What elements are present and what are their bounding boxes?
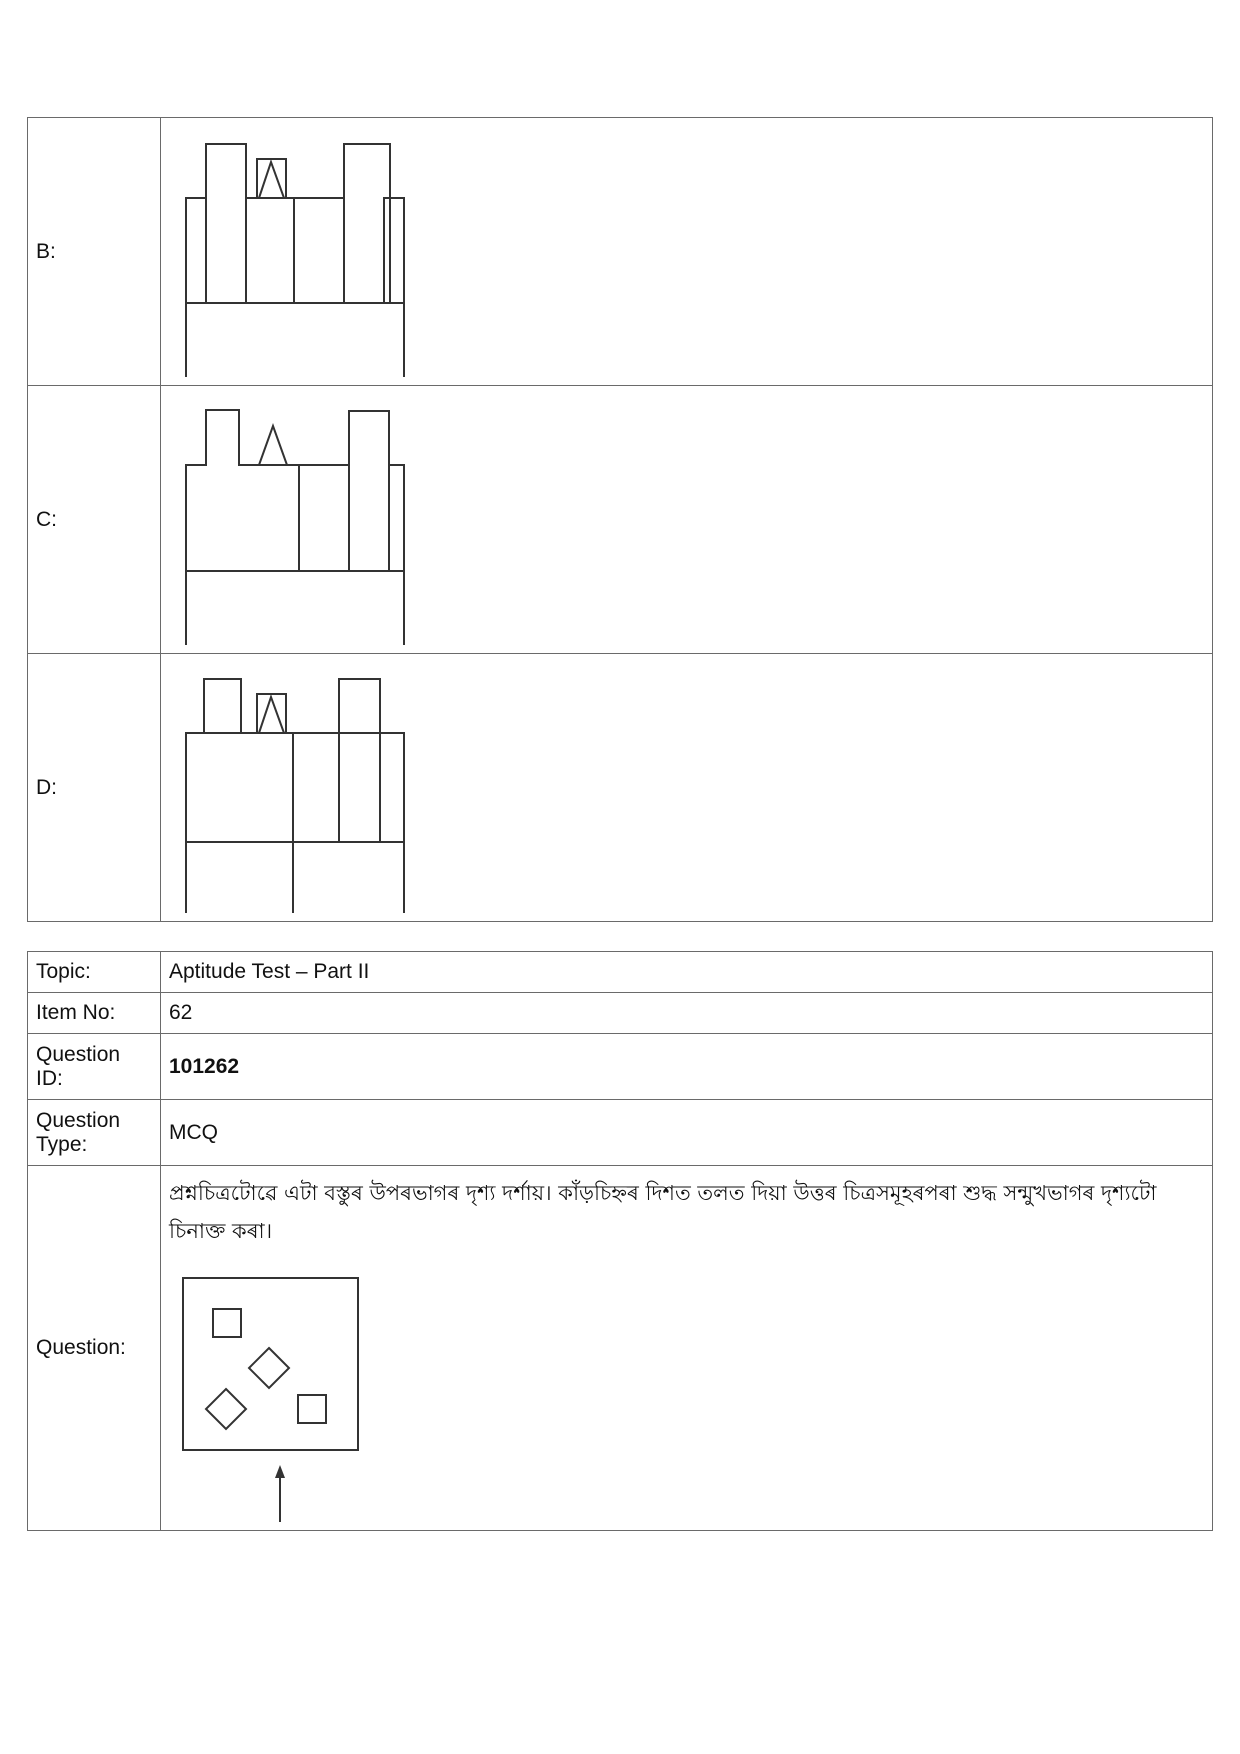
middle-left-block — [186, 733, 293, 842]
question-type-value: MCQ — [161, 1100, 1213, 1166]
triangle-mark — [259, 162, 284, 198]
question-id-row — [28, 1034, 1213, 1100]
right-tower — [349, 411, 389, 571]
top-view-outline — [183, 1278, 358, 1450]
top-left-square — [213, 1309, 241, 1337]
middle-block — [299, 465, 349, 571]
option-c-front-view-figure — [169, 395, 409, 645]
option-label: B: — [28, 118, 161, 386]
base-right-block — [293, 842, 404, 913]
option-figure-cell — [161, 654, 1213, 922]
right-wall — [380, 733, 404, 842]
question-top-view-figure — [169, 1264, 369, 1524]
question-cell — [161, 1166, 1213, 1531]
option-b-front-view-figure — [169, 127, 409, 377]
right-wall — [389, 465, 404, 571]
question-meta-table — [27, 951, 1213, 1531]
option-figure-cell — [161, 118, 1213, 386]
options-table — [27, 117, 1213, 922]
left-tower — [206, 144, 246, 303]
topic-label: Topic: — [28, 952, 161, 993]
direction-arrow-icon — [275, 1465, 285, 1478]
option-d-front-view-figure — [169, 663, 409, 913]
middle-right-block — [293, 733, 404, 842]
option-figure-cell — [161, 386, 1213, 654]
base-block — [186, 303, 404, 377]
right-wall — [384, 198, 404, 303]
base-block — [186, 571, 404, 645]
question-type-row — [28, 1100, 1213, 1166]
question-label: Question: — [28, 1166, 161, 1531]
option-label: D: — [28, 654, 161, 922]
middle-block-right — [294, 198, 344, 303]
lower-left-diamond — [206, 1389, 246, 1429]
question-text: প্ৰশ্নচিত্ৰটোৱে এটা বস্তুৰ উপৰভাগৰ দৃশ্য দৰ্শায়। কাঁড়চিহ্নৰ দিশত তলত দিয়া উত্তৰ চিত্ৰসমূহৰপৰা শুদ্ধ সন্মুখভাগৰ দৃশ্যটো চিনাক্ত কৰা। — [169, 1181, 1157, 1243]
triangle-mark — [259, 426, 287, 465]
lower-right-square — [298, 1395, 326, 1423]
item-no-value: 62 — [161, 993, 1213, 1034]
question-row — [28, 1166, 1213, 1531]
middle-block-left — [246, 198, 294, 303]
upper-outline — [186, 410, 289, 571]
option-label: C: — [28, 386, 161, 654]
topic-value: Aptitude Test – Part II — [161, 952, 1213, 993]
center-diamond — [249, 1348, 289, 1388]
question-id-value: 101262 — [161, 1034, 1213, 1100]
topic-row — [28, 952, 1213, 993]
question-type-label: Question Type: — [28, 1100, 161, 1166]
left-tower — [204, 679, 241, 733]
option-row-c — [28, 386, 1213, 654]
triangle-mark — [259, 697, 284, 733]
right-tower — [339, 679, 380, 842]
option-row-d — [28, 654, 1213, 922]
item-row — [28, 993, 1213, 1034]
item-no-label: Item No: — [28, 993, 161, 1034]
question-id-label: Question ID: — [28, 1034, 161, 1100]
base-left-block — [186, 842, 293, 913]
option-row-b — [28, 118, 1213, 386]
left-wall — [186, 198, 206, 303]
